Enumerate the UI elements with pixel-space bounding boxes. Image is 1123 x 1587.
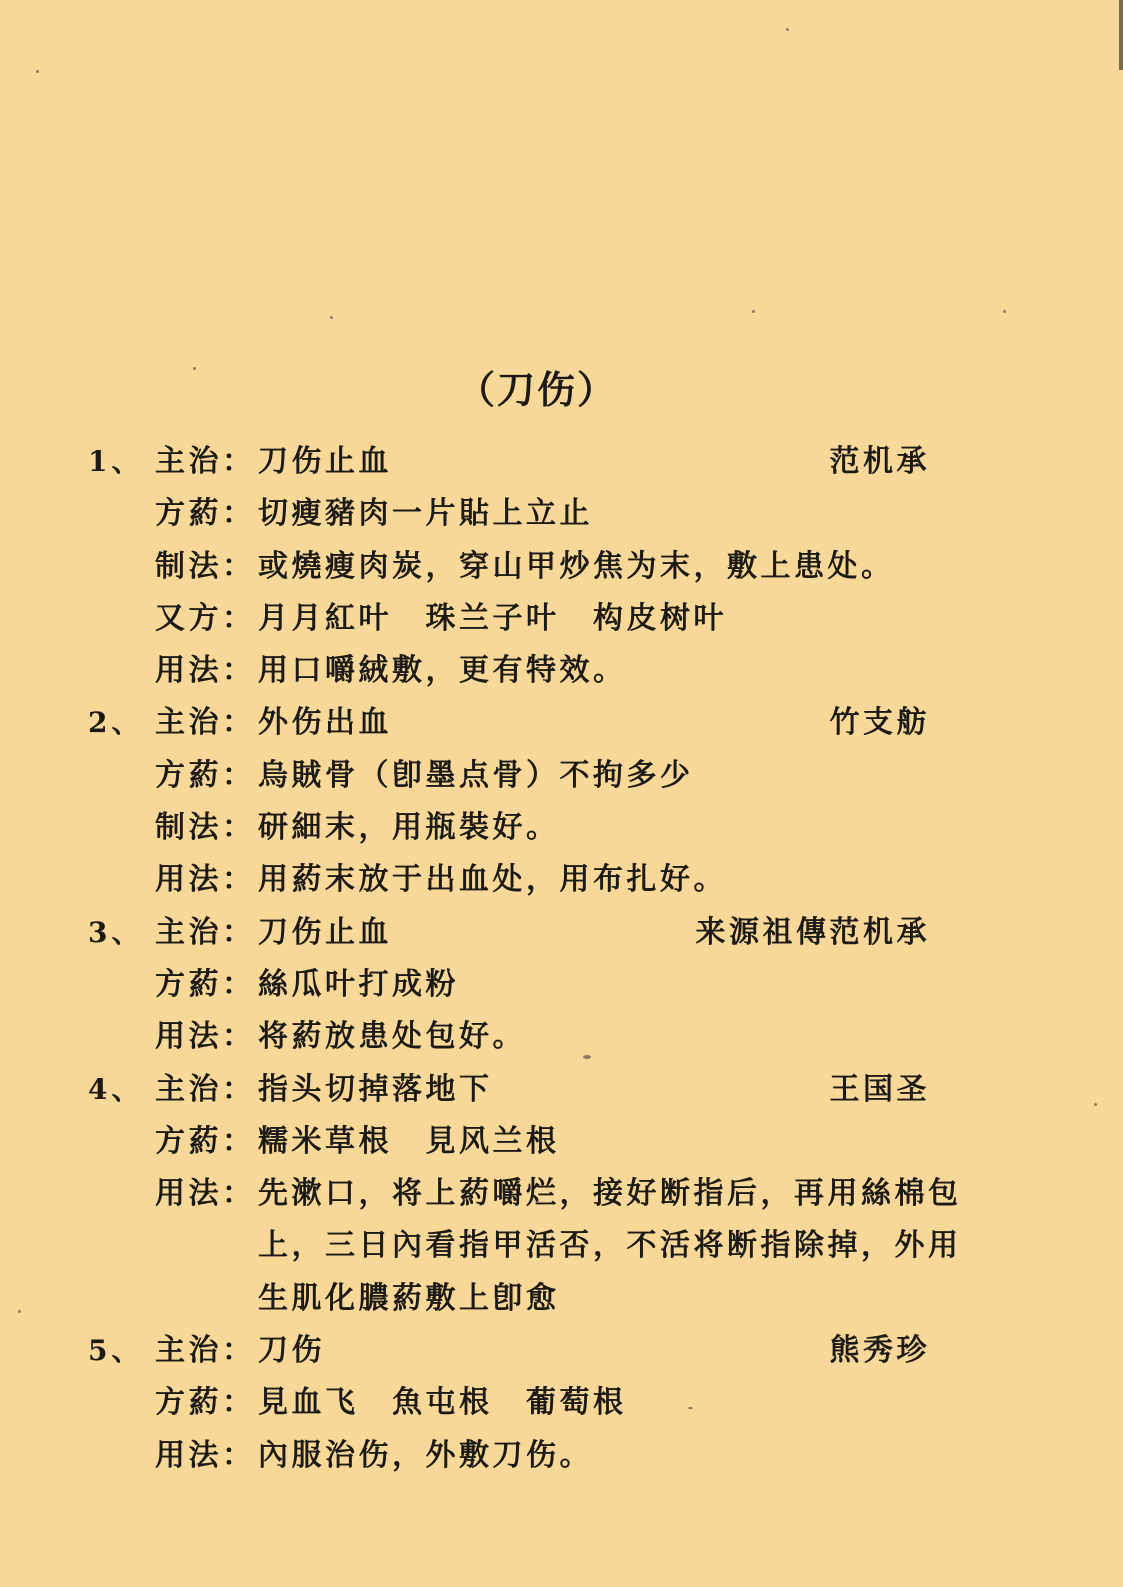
row-label: 方葯： <box>155 757 256 793</box>
paper-speck <box>330 316 333 319</box>
entry-row-indication <box>0 697 1123 749</box>
entry-row-usage <box>0 645 1123 697</box>
row-label: 方葯： <box>155 966 256 1002</box>
contributor-name: 王国圣 <box>829 1071 930 1107</box>
scan-edge-mark <box>1119 0 1123 70</box>
row-label: 用法： <box>155 1019 256 1055</box>
contributor-name: 熊秀珍 <box>829 1333 930 1369</box>
entry-row-usage <box>0 1011 1123 1063</box>
entry-number: 5、 <box>88 1334 144 1368</box>
entry-row-usage <box>0 1168 1123 1325</box>
entry-row-alternative <box>0 593 1123 645</box>
row-text-line: 生肌化膿葯敷上卽愈 <box>258 1280 560 1316</box>
entry-row-indication <box>0 1325 1123 1377</box>
paper-speck <box>1003 310 1006 313</box>
row-label: 方葯： <box>155 1385 256 1421</box>
prescription-entry-1 <box>0 436 1123 697</box>
row-text: 絲瓜叶打成粉 <box>258 966 459 1002</box>
row-label: 主治： <box>155 705 256 741</box>
entry-number: 1、 <box>88 445 144 478</box>
prescription-entry-3 <box>0 907 1123 1064</box>
row-text: 外伤出血 <box>258 705 392 741</box>
row-text: 将葯放患处包好。 <box>258 1019 526 1055</box>
row-text: 指头切掉落地下 <box>258 1071 493 1107</box>
row-label: 用法： <box>155 653 256 689</box>
paper-speck <box>36 70 39 73</box>
prescription-list <box>0 436 1123 1482</box>
entry-row-indication <box>0 436 1123 488</box>
paper-speck <box>752 310 755 313</box>
entry-row-usage <box>0 854 1123 906</box>
contributor-name: 竹支舫 <box>829 705 930 741</box>
row-text: 切瘦豬肉一片貼上立止 <box>258 496 593 532</box>
row-label: 主治： <box>155 1333 256 1369</box>
row-label: 用法： <box>155 862 256 898</box>
row-text-multiline <box>258 1168 962 1325</box>
row-label: 主治： <box>155 914 256 950</box>
contributor-name: 范机承 <box>829 444 930 479</box>
entry-row-indication <box>0 1064 1123 1116</box>
row-label: 制法： <box>155 548 256 584</box>
entry-number: 3、 <box>88 915 144 949</box>
row-label: 制法： <box>155 810 256 846</box>
row-text: 刀伤 <box>258 1333 325 1369</box>
entry-row-preparation <box>0 541 1123 593</box>
entry-number: 2、 <box>88 706 144 740</box>
row-text: 內服治伤，外敷刀伤。 <box>258 1437 593 1473</box>
row-text: 糯米草根 見风兰根 <box>258 1123 560 1159</box>
entry-row-recipe <box>0 1116 1123 1168</box>
row-label: 又方： <box>155 600 256 636</box>
section-title: （刀伤） <box>456 367 617 412</box>
row-text: 用葯末放于出血处，用布扎好。 <box>258 862 727 898</box>
entry-row-indication <box>0 907 1123 959</box>
row-text: 刀伤止血 <box>258 444 392 479</box>
entry-row-usage <box>0 1430 1123 1482</box>
row-label: 方葯： <box>155 496 256 532</box>
entry-row-preparation <box>0 802 1123 854</box>
prescription-entry-2 <box>0 697 1123 906</box>
entry-row-recipe <box>0 488 1123 540</box>
row-label: 用法： <box>155 1437 256 1473</box>
row-text: 見血飞 魚屯根 葡萄根 <box>258 1385 627 1421</box>
entry-row-recipe <box>0 959 1123 1011</box>
row-text: 烏賊骨（卽墨点骨）不拘多少 <box>258 757 694 793</box>
row-text: 用口嚼絨敷，更有特效。 <box>258 653 627 689</box>
row-label: 方葯： <box>155 1123 256 1159</box>
row-label: 主治： <box>155 444 256 479</box>
prescription-entry-4 <box>0 1064 1123 1325</box>
entry-row-recipe <box>0 1377 1123 1429</box>
row-text: 刀伤止血 <box>258 914 392 950</box>
row-text: 研細末，用瓶裝好。 <box>258 810 560 846</box>
row-label: 用法： <box>155 1176 256 1212</box>
row-text: 或燒瘦肉炭，穿山甲炒焦为末，敷上患处。 <box>258 548 895 584</box>
row-text: 月月紅叶 珠兰子叶 构皮树叶 <box>258 600 727 636</box>
prescription-entry-5 <box>0 1325 1123 1482</box>
entry-row-recipe <box>0 750 1123 802</box>
row-label: 主治： <box>155 1071 256 1107</box>
contributor-name: 来源祖傳范机承 <box>695 914 930 950</box>
row-text-line: 上，三日內看指甲活否，不活将断指除掉，外用 <box>258 1228 962 1264</box>
paper-speck <box>786 28 789 31</box>
entry-number: 4、 <box>88 1072 144 1106</box>
row-text-line: 先漱口，将上葯嚼烂，接好断指后，再用絲棉包 <box>258 1176 962 1212</box>
